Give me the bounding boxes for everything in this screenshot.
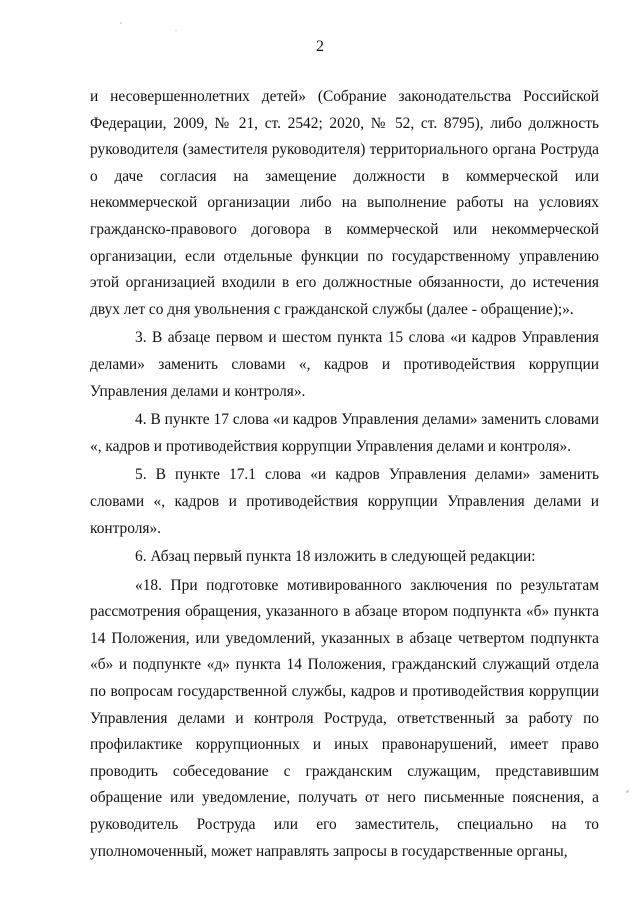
paragraph-continuation: и несовершеннолетних детей» (Собрание законодательства Российской Федерации, 2009, № 21, ст. 2542; 2020, № 52, ст. 8795), либо должность руководителя (заместителя руководителя) территориального органа Роструда о даче согласия на замещение должности в коммерческой или некоммерческой организации либо на выполнение работы на условиях гражданско-правового договора в коммерческой или некоммерческой организации, если отдельные функции по государственному управлению этой организацией входили в его должностные обязанности, до истечения двух лет со дня увольнения с гражданской службы (далее - обращение);». [90,88,599,318]
paragraph-item-5: 5. В пункте 17.1 слова «и кадров Управления делами» заменить словами «, кадров и противодействия коррупции Управления делами и контроля». [90,466,599,537]
paragraph-item-6: 6. Абзац первый пункта 18 изложить в следующей редакции: [135,548,536,566]
scan-speck [120,22,122,24]
document-body [90,84,599,865]
paragraph-item-4: 4. В пункте 17 слова «и кадров Управления делами» заменить словами «, кадров и противодействия коррупции Управления делами и контроля». [90,411,599,455]
paragraph-item-3: 3. В абзаце первом и шестом пункта 15 слова «и кадров Управления делами» заменить словами «, кадров и противодействия коррупции Управления делами и контроля». [90,329,599,400]
scan-speck [175,30,177,31]
page-number: 2 [316,38,324,55]
scan-speck [626,790,629,793]
paragraph-item-18: «18. При подготовке мотивированного заключения по результатам рассмотрения обращения, указанного в абзаце втором подпункта «б» пункта 14 Положения, или уведомлений, указанных в абзаце четвертом подпункта «б» и подпункте «д» пункта 14 Положения, гражданский служащий отдела по вопросам государственной службы, кадров и противодействия коррупции Управления делами и контроля Роструда, ответственный за работу по профилактике коррупционных и иных правонарушений, имеет право проводить собеседование с гражданским служащим, представившим обращение или уведомление, получать от него письменные пояснения, а руководитель Роструда или его заместитель, специально на то уполномоченный, может направлять запросы в государственные органы, [90,576,599,860]
